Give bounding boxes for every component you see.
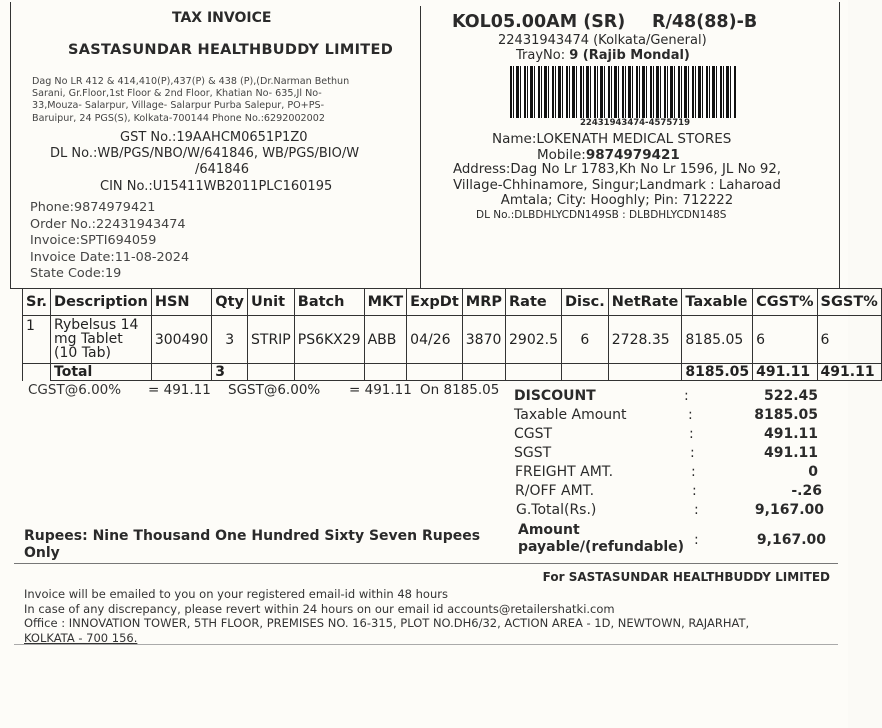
summary-label-payable: Amount payable/(refundable) <box>518 522 685 555</box>
footer-notes <box>24 587 749 645</box>
route-code: R/48(88)-B <box>652 12 758 32</box>
total-taxable: 8185.05 <box>682 364 753 381</box>
phone: Phone:9874979421 <box>30 200 156 215</box>
shipping-code: KOL05.00AM (SR) <box>452 12 626 32</box>
footer-line: Office : INNOVATION TOWER, 5TH FLOOR, PREMISES NO. 16-315, PLOT NO.DH6/32, ACTION AREA - 1D, NEWTOWN, RAJARHAT, <box>24 616 750 630</box>
col-taxable: Taxable <box>682 289 753 316</box>
cell-sr: 1 <box>23 316 51 364</box>
sgst-line-label: SGST@6.00% <box>228 382 321 398</box>
amount-in-words: Rupees: Nine Thousand One Hundred Sixty Seven Rupees <box>24 528 481 544</box>
cell-rate: 2902.5 <box>506 316 562 364</box>
summary-label-roff: R/OFF AMT. <box>515 483 595 499</box>
summary-label-cgst: CGST <box>514 426 553 442</box>
cell-netrate: 2728.35 <box>608 316 682 364</box>
amount-in-words-only: Only <box>24 545 60 561</box>
summary-value-freight: 0 <box>808 464 818 480</box>
footer-line: Invoice will be emailed to you on your registered email-id within 48 hours <box>24 587 448 601</box>
invoice-title: TAX INVOICE <box>172 10 272 26</box>
summary-value-roff: -.26 <box>791 483 822 499</box>
taxable-on: On 8185.05 <box>420 382 500 398</box>
col-unit: Unit <box>248 289 295 316</box>
barcode-text: 22431943474-4575719 <box>580 118 690 128</box>
col-batch: Batch <box>294 289 364 316</box>
summary-value-cgst: 491.11 <box>763 426 818 442</box>
items-table <box>22 288 882 381</box>
cell-qty: 3 <box>212 316 248 364</box>
sgst-line-value: = 491.11 <box>349 382 412 398</box>
invoice-date: Invoice Date:11-08-2024 <box>30 249 190 265</box>
footer-line: KOLKATA - 700 156. <box>24 630 138 645</box>
customer-mobile: Mobile:9874979421 <box>537 147 680 163</box>
invoice-number: Invoice:SPTI694059 <box>30 233 157 248</box>
cell-cgst: 6 <box>753 316 817 364</box>
cell-mrp: 3870 <box>462 316 505 364</box>
dl-number-line2: /641846 <box>195 162 250 177</box>
table-total-row <box>23 364 882 381</box>
customer-address: Address:Dag No Lr 1783,Kh No Lr 1596, JL No 92, Village-Chhinamore, Singur;Landmark : Laharoad Amtala; City: Hooghly; Pin: 712222 <box>452 162 782 209</box>
col-cgst: CGST% <box>753 289 817 316</box>
summary-label-taxable: Taxable Amount <box>514 407 627 423</box>
table-header-row <box>23 289 882 316</box>
cin-number: CIN No.:U15411WB2011PLC160195 <box>100 179 333 194</box>
total-cgst: 491.11 <box>753 364 817 381</box>
state-code: State Code:19 <box>30 266 122 281</box>
cell-batch: PS6KX29 <box>294 316 364 364</box>
summary-value-sgst: 491.11 <box>763 445 818 461</box>
total-label: Total <box>51 364 152 381</box>
tray-number: TrayNo: 9 (Rajib Mondal) <box>516 48 690 63</box>
invoice-page: TAX INVOICE SASTASUNDAR HEALTHBUDDY LIMITED Dag No LR 412 & 414,410(P),437(P) & 438 (P),(Dr.Narman Bethun Sarani, Gr.Floor,1st Floor & 2nd Floor, Khatian No- 635,Jl No- 33,Mouza- Salarpur, Village- Salarpur Purba Salepur, PO+PS- Baruipur, 24 PGS(S), Kolkata-700144 Phone No.:6292002002 GST No.:19AAHCM0651P1Z0 DL No.:WB/PGS/NBO/W/641846, WB/PGS/BIO/W /641846 CIN No.:U15411WB2011PLC160195 Phone:9874979421 Order No.:22431943474 Invoice:SPTI694059 Invoice Date:11-08-2024 State Code:19 KOL05.00AM (SR) R/48(88)-B 22431943474 (Kolkata/General) TrayNo: 9 (Rajib Mondal) 22431943474-4575719 Name:LOKENATH MEDICAL STORES Mobile:9874979421 Address:Dag No Lr 1783,Kh No Lr 1596, JL No 92, Village-Chhinamore, Singur;Landmark : Laharoad Amtala; City: Hooghly; Pin: 712222 DL No.:DLBDHLYCDN149SB : DLBDHLYCDN148S Sr. Description HSN Qty Unit Batch MKT ExpDt MRP Rate Disc. NetRate Taxable CGST% SGST% 1 Rybelsus 14 mg Tablet (10 Tab) 300490 3 STRIP PS6KX29 ABB 04/26 3870 2902.5 6 2728.35 8185.05 6 6 Total 3 8185.05 491.11 491.11 CGST@6.00% = 491.11 SGST@6.00% = 491.11 On 8185.05 DISCOUNT : 522.45 Taxable Amount : 8185.05 CGST : 491.11 SGST : 491.11 FREIGHT AMT. : 0 R/OFF AMT. : -.26 G.Total(Rs.) : 9,167.00 Amount payable/(refundable) : 9,167.00 Rupees: Nine Thousand One Hundred Sixty Seven Rupees Only For SASTASUNDAR HEALTHBUDDY LIMITED Invoice will be emailed to you on your registered email-id within 48 hours In case of any discrepancy, please revert within 24 hours on our email id accounts@retailershatki.com Office : INNOVATION TOWER, 5TH FLOOR, PREMISES NO. 16-315, PLOT NO.DH6/32, ACTION AREA - 1D, NEWTOWN, RAJARHAT, KOLKATA - 700 156. <box>0 0 848 728</box>
cell-taxable: 8185.05 <box>682 316 753 364</box>
table-row <box>23 316 882 364</box>
barcode <box>510 66 736 118</box>
footer-line: In case of any discrepancy, please revert within 24 hours on our email id accounts@retailershatki.com <box>24 601 615 616</box>
col-rate: Rate <box>506 289 562 316</box>
order-number: Order No.:22431943474 <box>30 216 186 232</box>
cell-hsn: 300490 <box>151 316 211 364</box>
col-sr: Sr. <box>23 289 51 316</box>
col-hsn: HSN <box>151 289 211 316</box>
cell-sgst: 6 <box>817 316 881 364</box>
summary-value-payable: 9,167.00 <box>756 532 826 548</box>
summary-value-gtotal: 9,167.00 <box>754 502 824 518</box>
col-netrate: NetRate <box>608 289 682 316</box>
footer-bottom-line <box>14 644 838 645</box>
summary-label-freight: FREIGHT AMT. <box>515 464 614 480</box>
company-address: Dag No LR 412 & 414,410(P),437(P) & 438 (P),(Dr.Narman Bethun Sarani, Gr.Floor,1st Floor & 2nd Floor, Khatian No- 635,Jl No- 33,Mouza- Salarpur, Village- Salarpur Purba Salepur, PO+PS- Baruipur, 24 PGS(S), Kolkata-700144 Phone No.:6292002002 <box>32 76 350 124</box>
order-reference: 22431943474 (Kolkata/General) <box>498 33 707 48</box>
cell-expdt: 04/26 <box>407 316 463 364</box>
col-disc: Disc. <box>562 289 609 316</box>
col-expdt: ExpDt <box>407 289 463 316</box>
cell-description: Rybelsus 14 mg Tablet (10 Tab) <box>51 316 152 364</box>
summary-value-discount: 522.45 <box>763 388 818 404</box>
cgst-line-value: = 491.11 <box>148 382 211 398</box>
summary-value-taxable: 8185.05 <box>754 407 818 423</box>
col-mrp: MRP <box>462 289 505 316</box>
cgst-line-label: CGST@6.00% <box>28 382 122 398</box>
summary-label-sgst: SGST <box>514 445 552 461</box>
cell-disc: 6 <box>562 316 609 364</box>
gst-number: GST No.:19AAHCM0651P1Z0 <box>120 130 308 145</box>
col-sgst: SGST% <box>817 289 881 316</box>
footer-divider <box>14 563 838 564</box>
for-company: For SASTASUNDAR HEALTHBUDDY LIMITED <box>542 570 830 584</box>
header-divider <box>420 6 421 288</box>
total-qty: 3 <box>212 364 248 381</box>
dl-number-line1: DL No.:WB/PGS/NBO/W/641846, WB/PGS/BIO/W <box>50 146 360 161</box>
summary-label-discount: DISCOUNT <box>514 388 596 404</box>
col-qty: Qty <box>212 289 248 316</box>
invoice-meta <box>30 200 189 283</box>
col-mkt: MKT <box>364 289 407 316</box>
col-description: Description <box>51 289 152 316</box>
total-sgst: 491.11 <box>817 364 881 381</box>
summary-label-gtotal: G.Total(Rs.) <box>516 502 597 518</box>
cell-mkt: ABB <box>364 316 407 364</box>
customer-dl: DL No.:DLBDHLYCDN149SB : DLBDHLYCDN148S <box>476 209 727 221</box>
customer-name: Name:LOKENATH MEDICAL STORES <box>492 131 732 147</box>
cell-unit: STRIP <box>248 316 295 364</box>
company-name: SASTASUNDAR HEALTHBUDDY LIMITED <box>68 42 394 58</box>
